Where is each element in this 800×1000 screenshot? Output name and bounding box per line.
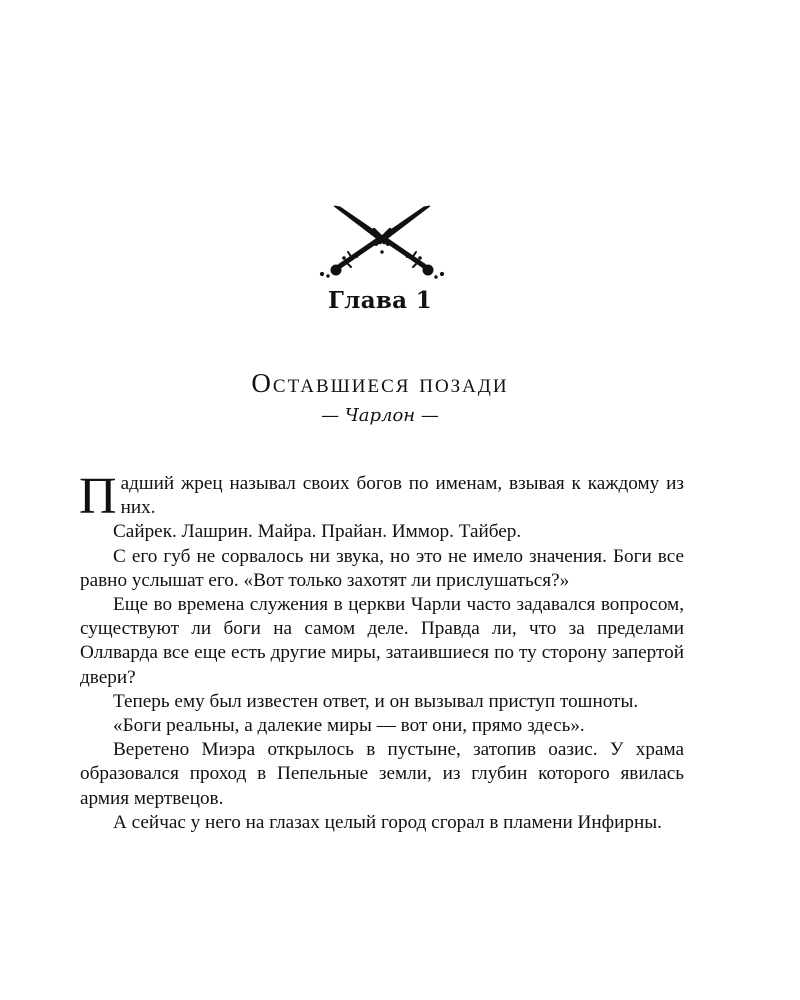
pov-character-line: [0, 405, 760, 426]
pov-dash-left: —: [321, 405, 340, 426]
paragraph-2: Сайрек. Лашрин. Майра. Прайан. Иммор. Тайбер.: [113, 521, 522, 543]
pov-character-name: Чарлон: [344, 405, 416, 426]
crossed-daggers-icon: [316, 200, 448, 280]
paragraph-1-text: адший жрец называл своих богов по именам, взывая к каждому из них.: [120, 473, 684, 519]
paragraph-5: Теперь ему был известен ответ, и он вызывал приступ тошноты.: [113, 690, 639, 712]
paragraph-1: [79, 468, 684, 525]
pov-dash-right: —: [420, 405, 439, 426]
chapter-number: Глава 1: [328, 287, 432, 314]
chapter-title: Оставшиеся позади: [251, 368, 509, 398]
drop-cap: П: [79, 468, 117, 525]
paragraph-4: Еще во времена служения в церкви Чарли часто задавался вопросом, существуют ли боги на самом деле. Правда ли, что за пределами Оллварда все еще есть другие миры, затаившиеся по ту сторону запертой двери?: [80, 594, 684, 688]
paragraph-7: Веретено Миэра открылось в пустыне, затопив оазис. У храма образовался проход в Пепельные земли, из глубин которого явилась армия мертвецов.: [80, 739, 684, 809]
paragraph-3: С его губ не сорвалось ни звука, но это не имело значения. Боги все равно услышат его. «Вот только захотят ли прислушаться?»: [80, 545, 684, 591]
paragraph-8: А сейчас у него на глазах целый город сгорал в пламени Инфирны.: [113, 811, 662, 833]
chapter-body: [79, 468, 684, 835]
paragraph-6: «Боги реальны, а далекие миры — вот они, прямо здесь».: [113, 715, 585, 737]
